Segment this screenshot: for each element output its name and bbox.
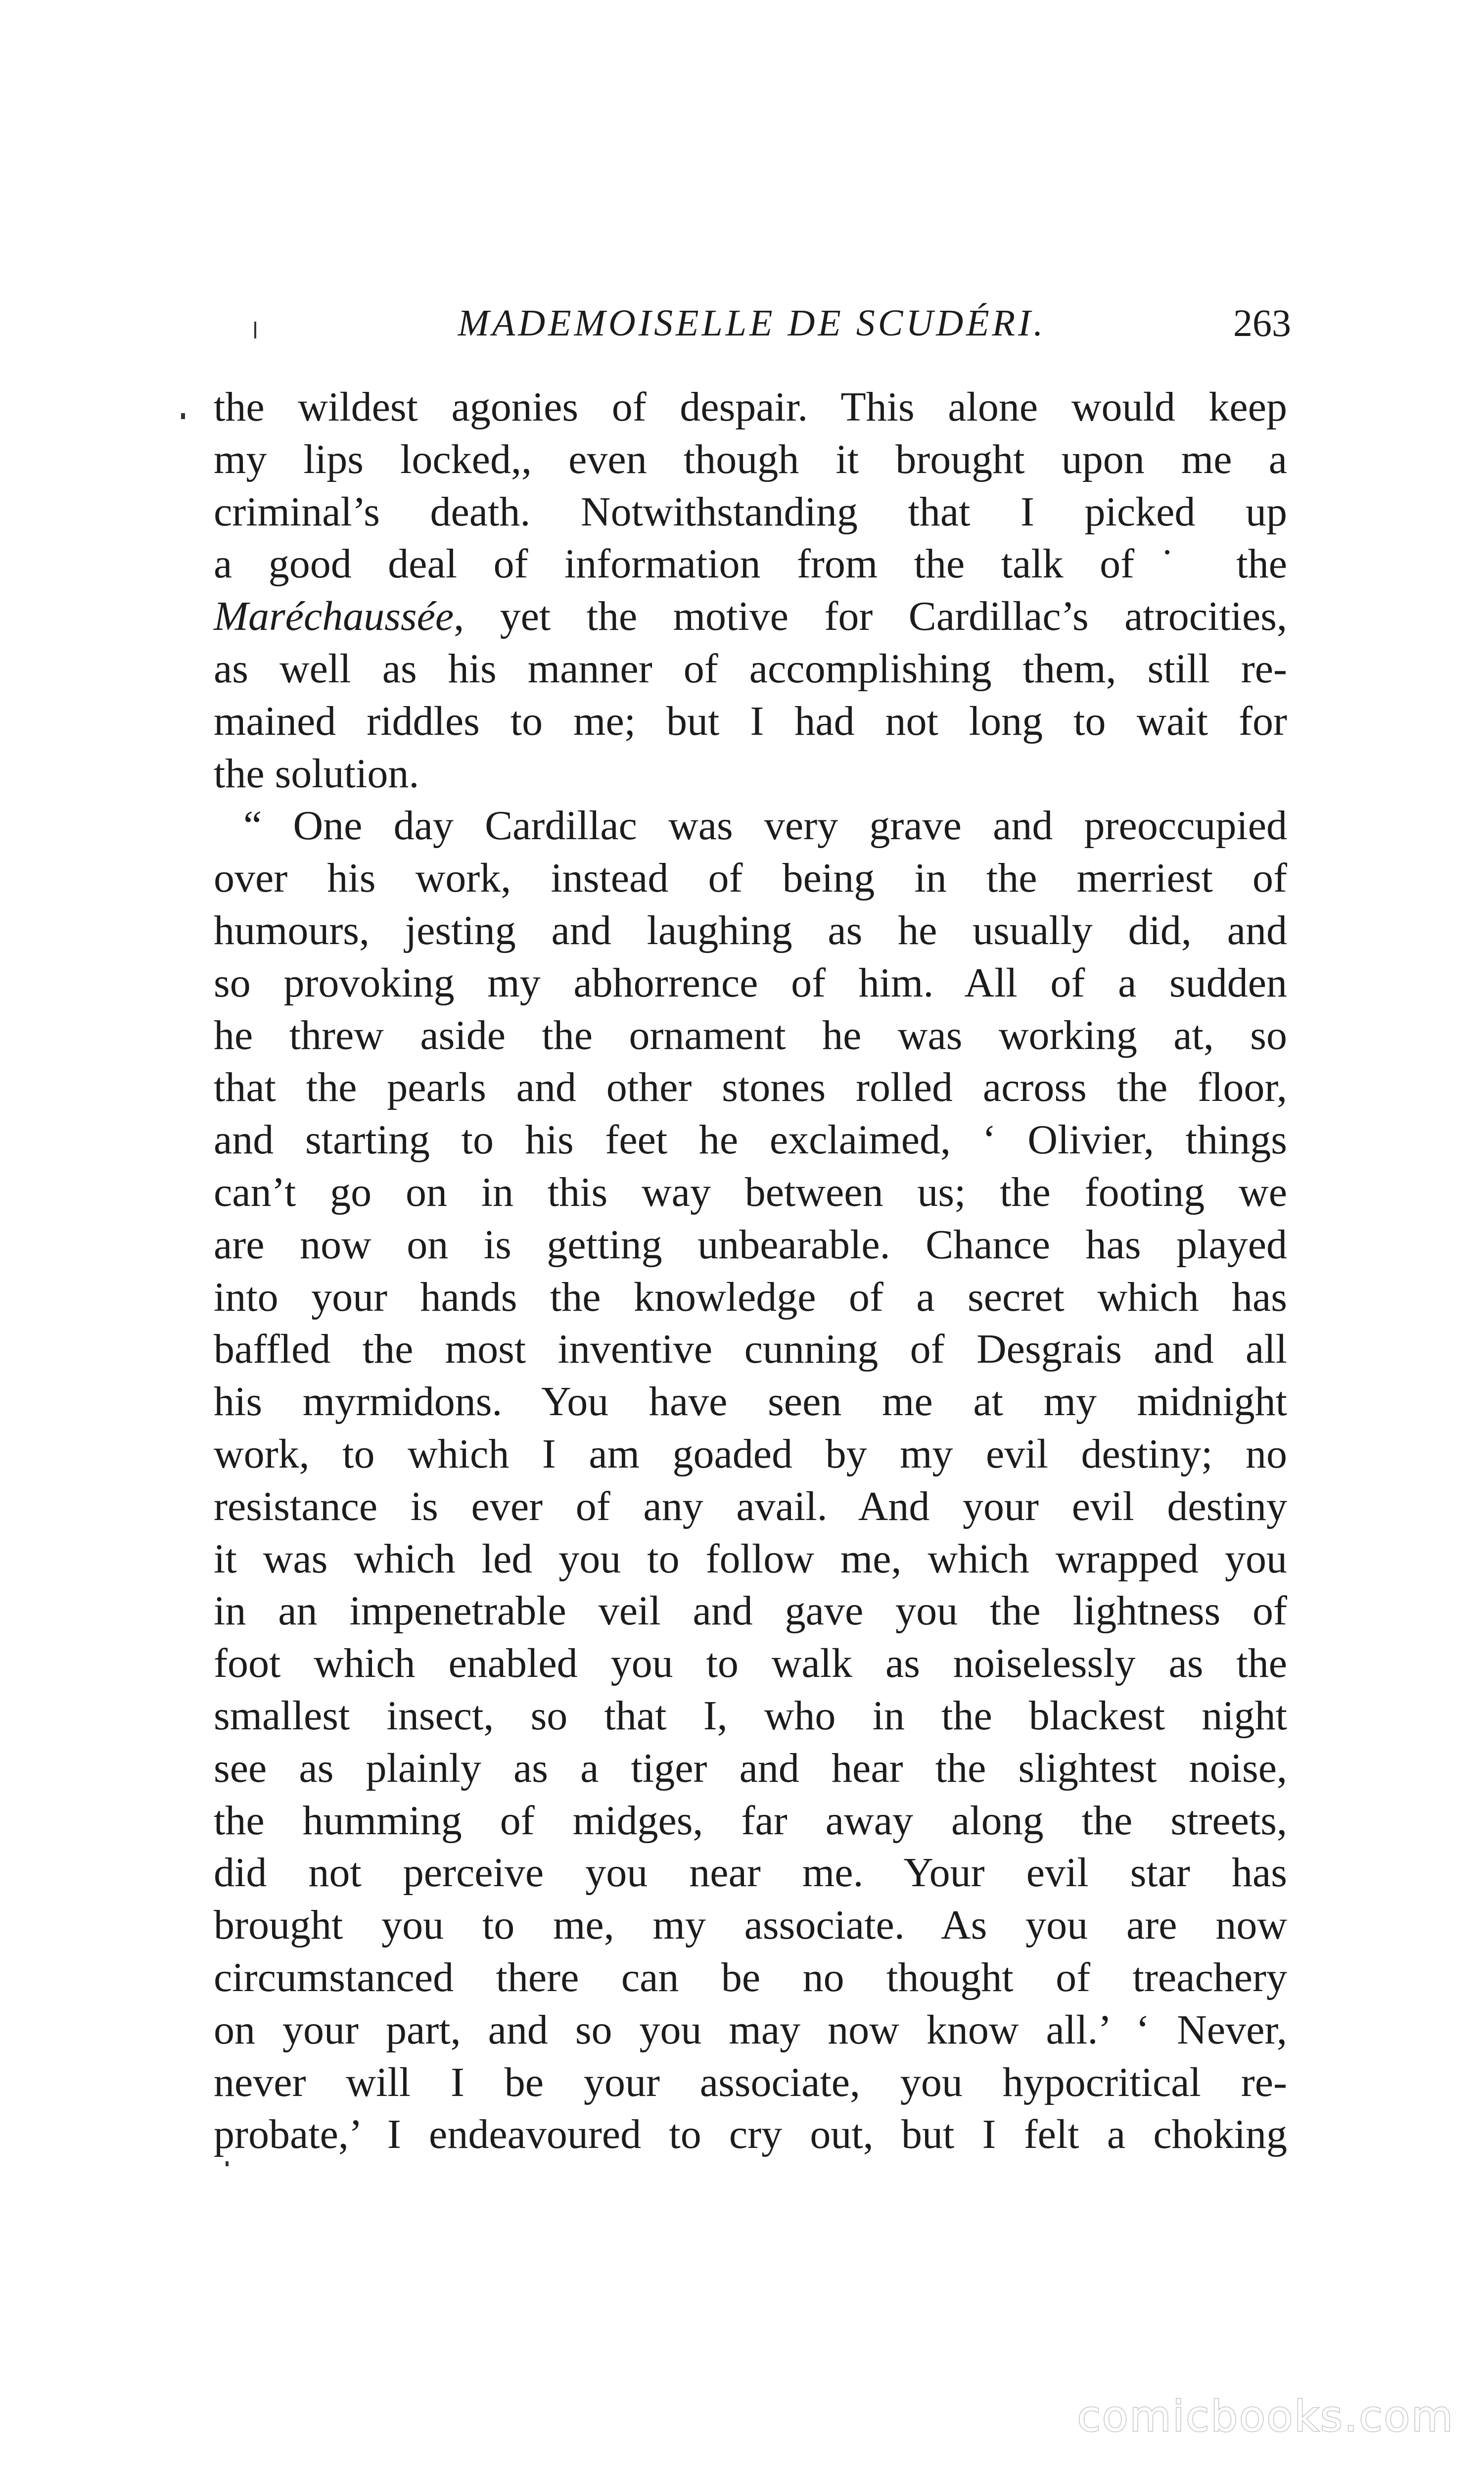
text-line: the humming of midges, far away along the streets, xyxy=(214,1797,1287,1844)
text-line: his myrmidons. You have seen me at my midnight xyxy=(214,1379,1287,1425)
text-line: in an impenetrable veil and gave you the lightness of xyxy=(214,1588,1287,1634)
text-line: my lips locked,, even though it brought upon me a xyxy=(214,436,1287,482)
text-line-rest: , yet the motive for Cardillac’s atrocities, xyxy=(454,593,1287,640)
text-line: work, to which I am goaded by my evil destiny; no xyxy=(214,1430,1287,1477)
text-line: into your hands the knowledge of a secret which has xyxy=(214,1274,1287,1320)
text-line: that the pearls and other stones rolled across the floor, xyxy=(214,1064,1287,1111)
body-text xyxy=(214,381,1287,2161)
text-line: so provoking my abhorrence of him. All of a sudden xyxy=(214,959,1287,1006)
text-line: “ One day Cardillac was very grave and preoccupied xyxy=(243,803,1287,849)
text-line: see as plainly as a tiger and hear the slightest noise, xyxy=(214,1745,1287,1791)
text-line: on your part, and so you may now know all.’ ‘ Never, xyxy=(214,2006,1287,2053)
text-line: did not perceive you near me. Your evil star has xyxy=(214,1850,1287,1896)
text-line: he threw aside the ornament he was working at, so xyxy=(214,1012,1287,1058)
text-line: are now on is getting unbearable. Chance has played xyxy=(214,1221,1287,1268)
print-mark xyxy=(181,413,185,419)
text-line: criminal’s death. Notwithstanding that I picked up xyxy=(214,488,1287,535)
text-line: foot which enabled you to walk as noiselessly as the xyxy=(214,1640,1287,1687)
text-line: and starting to his feet he exclaimed, ‘ Olivier, things xyxy=(214,1117,1287,1163)
text-line: the wildest agonies of despair. This alone would keep xyxy=(214,384,1287,430)
page-number: 263 xyxy=(1233,301,1291,344)
text-line: can’t go on in this way between us; the footing we xyxy=(214,1169,1287,1215)
text-line: resistance is ever of any avail. And your evil destiny xyxy=(214,1483,1287,1529)
print-mark xyxy=(254,322,256,338)
text-line: as well as his manner of accomplishing them, still re- xyxy=(214,645,1287,692)
text-line: brought you to me, my associate. As you are now xyxy=(214,1902,1287,1949)
text-line: baffled the most inventive cunning of Desgrais and all xyxy=(214,1326,1287,1373)
text-line: probate,’ I endeavoured to cry out, but I felt a choking xyxy=(214,2111,1287,2158)
text-line: never will I be your associate, you hypocritical re- xyxy=(214,2059,1287,2105)
italic-term: Maréchaussée xyxy=(214,593,454,640)
text-line: humours, jesting and laughing as he usually did, and xyxy=(214,907,1287,953)
text-line: smallest insect, so that I, who in the blackest night xyxy=(214,1692,1287,1739)
text-line: mained riddles to me; but I had not long to wait for xyxy=(214,698,1287,744)
print-mark xyxy=(226,2161,229,2166)
text-line: over his work, instead of being in the merriest of xyxy=(214,855,1287,902)
text-line: it was which led you to follow me, which wrapped you xyxy=(214,1535,1287,1582)
page-header xyxy=(213,296,1291,350)
text-line-italic xyxy=(214,590,1287,643)
running-title: MADEMOISELLE DE SCUDÉRI. xyxy=(458,302,1046,344)
watermark: comicbooks.com xyxy=(1077,2392,1454,2441)
text-line: the solution. xyxy=(214,750,419,797)
text-line: a good deal of information from the talk of˙ the xyxy=(214,541,1287,587)
text-line: circumstanced there can be no thought of treachery xyxy=(214,1954,1287,2000)
